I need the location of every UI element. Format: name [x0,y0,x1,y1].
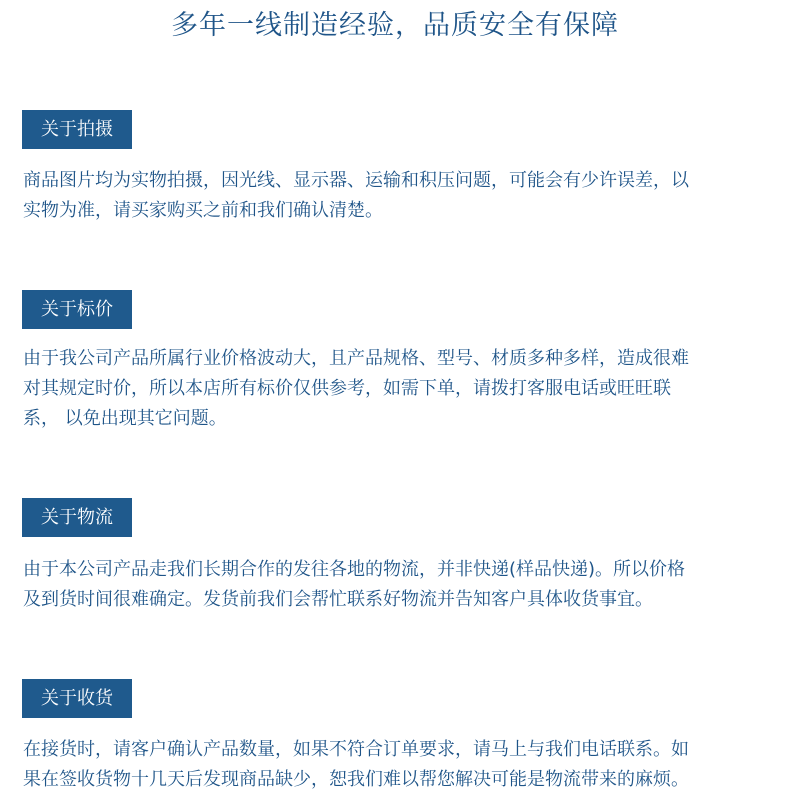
section-body-logistics [23,555,773,615]
body-line: 对其规定时价，所以本店所有标价仅供参考，如需下单，请拨打客服电话或旺旺联 [23,378,671,399]
section-heading-pricing: 关于标价 [22,290,132,329]
section-body-photography [23,166,773,226]
section-body-pricing [23,344,773,434]
body-line: 实物为准，请买家购买之前和我们确认清楚。 [23,200,383,221]
body-line: 系， 以免出现其它问题。 [23,408,227,429]
section-heading-logistics: 关于物流 [22,498,132,537]
section-heading-receiving: 关于收货 [22,679,132,718]
section-body-receiving [23,735,773,795]
body-line: 及到货时间很难确定。发货前我们会帮忙联系好物流并告知客户具体收货事宜。 [23,589,653,610]
body-line: 果在签收货物十几天后发现商品缺少，恕我们难以帮您解决可能是物流带来的麻烦。 [23,769,689,790]
body-line: 由于我公司产品所属行业价格波动大，且产品规格、型号、材质多种多样，造成很难 [23,348,689,369]
section-heading-photography: 关于拍摄 [22,110,132,149]
body-line: 在接货时，请客户确认产品数量，如果不符合订单要求，请马上与我们电话联系。如 [23,739,689,760]
page-title: 多年一线制造经验，品质安全有保障 [171,10,619,41]
body-line: 商品图片均为实物拍摄，因光线、显示器、运输和积压问题，可能会有少许误差，以 [23,170,689,191]
body-line: 由于本公司产品走我们长期合作的发往各地的物流，并非快递(样品快递)。所以价格 [23,559,686,580]
